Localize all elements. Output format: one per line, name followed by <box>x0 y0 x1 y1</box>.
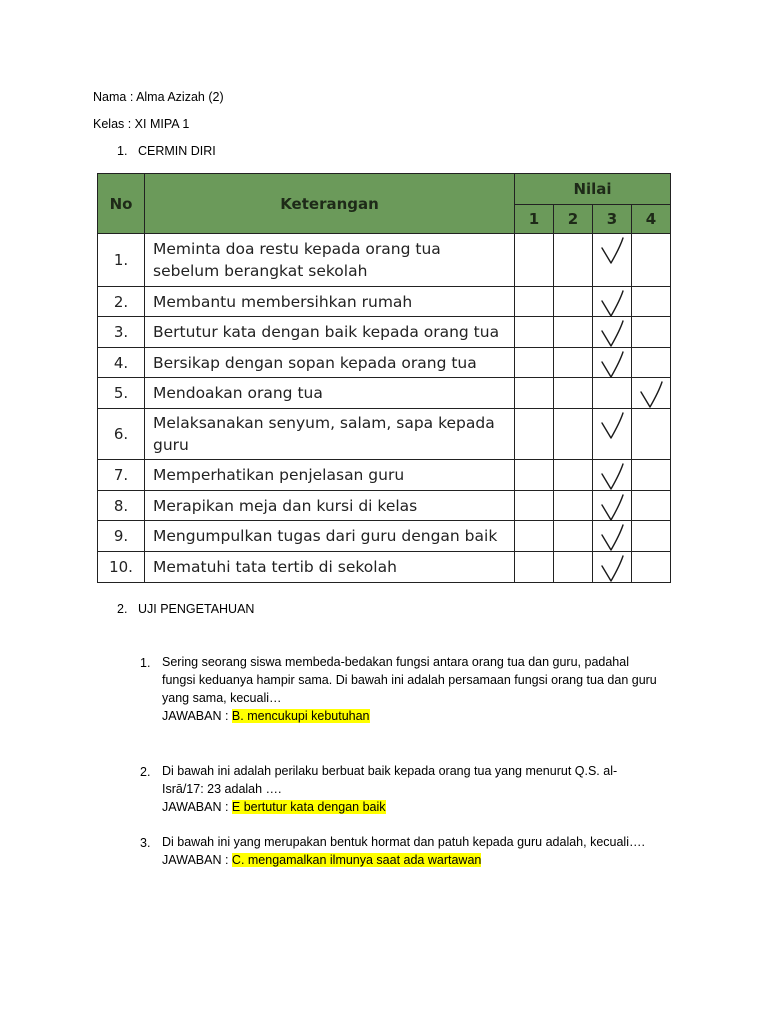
row-number: 4. <box>98 348 145 378</box>
nilai-cell-4 <box>632 491 671 521</box>
checkmark-icon <box>599 350 627 380</box>
question-number: 1. <box>140 656 151 670</box>
checkmark-icon <box>599 462 627 492</box>
nilai-cell-3 <box>593 287 632 317</box>
question-3 <box>162 833 682 869</box>
question-line: Sering seorang siswa membeda-bedakan fungsi antara orang tua dan guru, padahal <box>162 655 629 669</box>
nilai-col-1: 1 <box>515 205 554 234</box>
student-name: Nama : Alma Azizah (2) <box>93 90 224 104</box>
answer-highlight: C. mengamalkan ilmunya saat ada wartawan <box>231 853 482 867</box>
answer-line <box>162 707 682 725</box>
row-number: 10. <box>98 552 145 583</box>
question-line: Di bawah ini yang merupakan bentuk hormat dan patuh kepada guru adalah, kecuali…. <box>162 835 645 849</box>
cermin-diri-table <box>97 173 671 583</box>
row-number: 2. <box>98 287 145 317</box>
nilai-cell-4 <box>632 409 671 460</box>
nilai-cell-2 <box>554 348 593 378</box>
question-line: yang sama, kecuali… <box>162 691 282 705</box>
question-line: fungsi keduanya hampir sama. Di bawah ini adalah persamaan fungsi orang tua dan guru <box>162 673 657 687</box>
row-number: 1. <box>98 234 145 287</box>
nilai-cell-1 <box>515 491 554 521</box>
checkmark-icon <box>638 380 666 410</box>
table-row <box>98 491 671 521</box>
table-row <box>98 287 671 317</box>
nilai-cell-3 <box>593 521 632 552</box>
section1-number: 1. <box>117 144 128 158</box>
row-keterangan: Meminta doa restu kepada orang tua sebelum berangkat sekolah <box>145 234 515 287</box>
table-row <box>98 409 671 460</box>
table-row <box>98 317 671 348</box>
checkmark-icon <box>599 523 627 553</box>
checkmark-icon <box>599 289 627 319</box>
nilai-cell-3 <box>593 552 632 583</box>
nilai-cell-3 <box>593 348 632 378</box>
table-row <box>98 521 671 552</box>
col-keterangan-header: Keterangan <box>145 174 515 234</box>
nilai-cell-4 <box>632 317 671 348</box>
checkmark-icon <box>599 411 627 441</box>
table-row <box>98 552 671 583</box>
nilai-col-4: 4 <box>632 205 671 234</box>
question-1 <box>162 653 682 725</box>
nilai-cell-1 <box>515 348 554 378</box>
row-number: 9. <box>98 521 145 552</box>
answer-label: JAWABAN : <box>162 709 232 723</box>
nilai-cell-4 <box>632 521 671 552</box>
nilai-cell-2 <box>554 409 593 460</box>
table-row <box>98 460 671 491</box>
nilai-cell-3 <box>593 491 632 521</box>
nilai-cell-1 <box>515 317 554 348</box>
nilai-cell-3 <box>593 409 632 460</box>
nilai-col-2: 2 <box>554 205 593 234</box>
nilai-cell-2 <box>554 491 593 521</box>
answer-highlight: B. mencukupi kebutuhan <box>231 709 370 723</box>
nilai-cell-1 <box>515 234 554 287</box>
nilai-cell-4 <box>632 552 671 583</box>
row-number: 3. <box>98 317 145 348</box>
nilai-cell-3 <box>593 234 632 287</box>
checkmark-icon <box>599 554 627 584</box>
nilai-cell-2 <box>554 287 593 317</box>
nilai-cell-2 <box>554 234 593 287</box>
nilai-cell-2 <box>554 521 593 552</box>
row-keterangan: Melaksanakan senyum, salam, sapa kepada guru <box>145 409 515 460</box>
answer-label: JAWABAN : <box>162 853 232 867</box>
row-number: 6. <box>98 409 145 460</box>
row-keterangan: Mendoakan orang tua <box>145 378 515 409</box>
row-keterangan: Bertutur kata dengan baik kepada orang tua <box>145 317 515 348</box>
answer-line <box>162 851 682 869</box>
section1-title: CERMIN DIRI <box>138 144 216 158</box>
nilai-cell-1 <box>515 287 554 317</box>
row-keterangan: Membantu membersihkan rumah <box>145 287 515 317</box>
nilai-cell-4 <box>632 348 671 378</box>
row-keterangan: Mematuhi tata tertib di sekolah <box>145 552 515 583</box>
row-keterangan: Mengumpulkan tugas dari guru dengan baik <box>145 521 515 552</box>
row-number: 8. <box>98 491 145 521</box>
answer-line <box>162 798 682 816</box>
question-number: 2. <box>140 765 151 779</box>
row-keterangan: Memperhatikan penjelasan guru <box>145 460 515 491</box>
nilai-cell-4 <box>632 287 671 317</box>
nilai-cell-1 <box>515 552 554 583</box>
answer-label: JAWABAN : <box>162 800 232 814</box>
row-keterangan: Merapikan meja dan kursi di kelas <box>145 491 515 521</box>
nilai-col-3: 3 <box>593 205 632 234</box>
checkmark-icon <box>599 236 627 266</box>
nilai-cell-4 <box>632 378 671 409</box>
nilai-cell-1 <box>515 521 554 552</box>
nilai-cell-4 <box>632 460 671 491</box>
table-row <box>98 234 671 287</box>
student-class: Kelas : XI MIPA 1 <box>93 117 190 131</box>
checkmark-icon <box>599 319 627 349</box>
table-row <box>98 378 671 409</box>
section2-number: 2. <box>117 602 128 616</box>
nilai-cell-1 <box>515 460 554 491</box>
question-number: 3. <box>140 836 151 850</box>
nilai-cell-4 <box>632 234 671 287</box>
nilai-cell-1 <box>515 378 554 409</box>
row-keterangan: Bersikap dengan sopan kepada orang tua <box>145 348 515 378</box>
nilai-cell-3 <box>593 317 632 348</box>
question-line: Isrā/17: 23 adalah …. <box>162 782 282 796</box>
nilai-cell-3 <box>593 378 632 409</box>
table-row <box>98 348 671 378</box>
nilai-cell-2 <box>554 317 593 348</box>
section2-title: UJI PENGETAHUAN <box>138 602 255 616</box>
row-number: 7. <box>98 460 145 491</box>
nilai-cell-3 <box>593 460 632 491</box>
answer-highlight: E bertutur kata dengan baik <box>231 800 386 814</box>
col-nilai-header: Nilai <box>515 174 671 205</box>
checkmark-icon <box>599 493 627 523</box>
question-line: Di bawah ini adalah perilaku berbuat baik kepada orang tua yang menurut Q.S. al- <box>162 764 618 778</box>
nilai-cell-2 <box>554 460 593 491</box>
col-no-header: No <box>98 174 145 234</box>
question-2 <box>162 762 682 816</box>
nilai-cell-2 <box>554 552 593 583</box>
row-number: 5. <box>98 378 145 409</box>
nilai-cell-2 <box>554 378 593 409</box>
nilai-cell-1 <box>515 409 554 460</box>
